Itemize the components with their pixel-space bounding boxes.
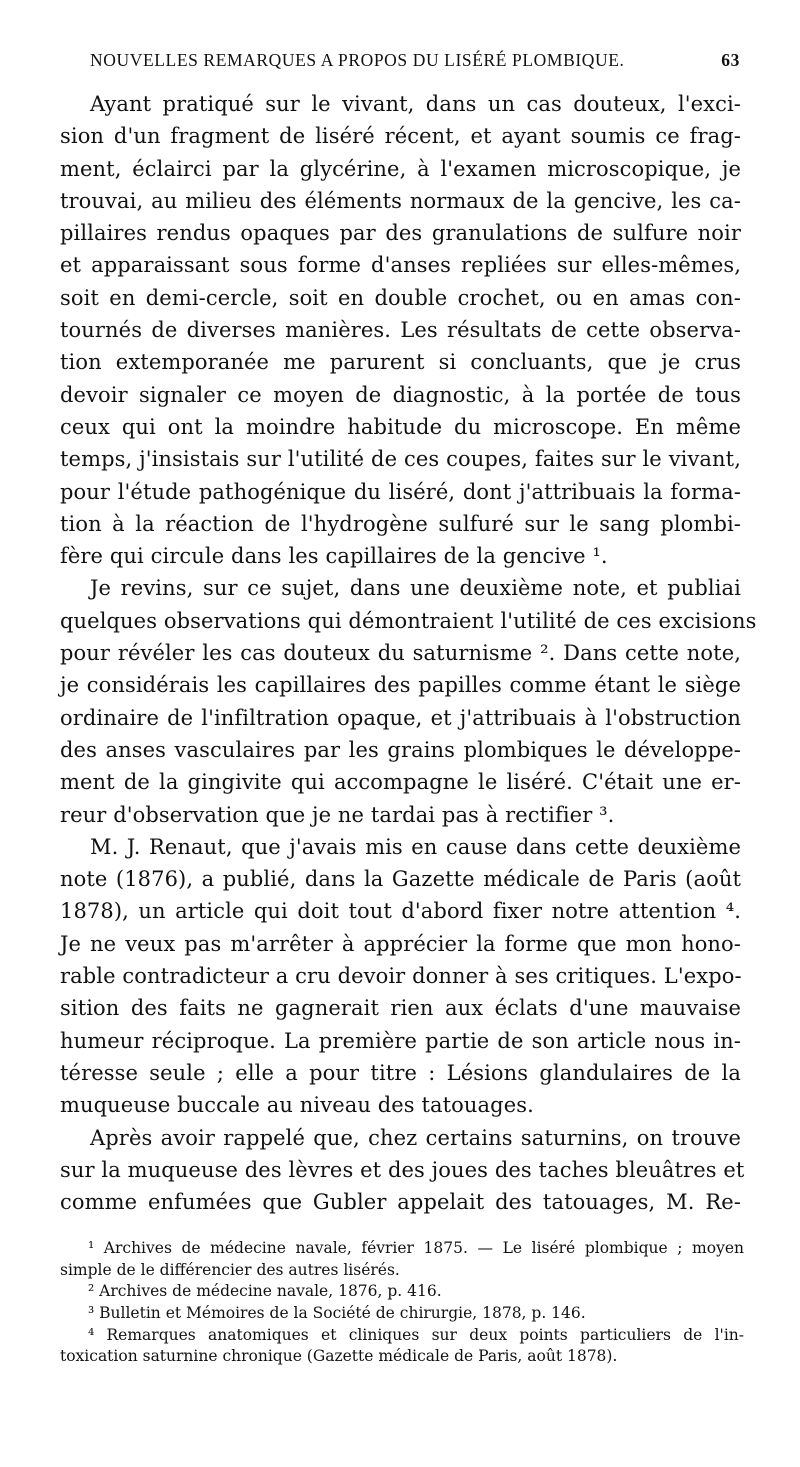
paragraph-line: et apparaissant sous forme d'anses repliées sur elles-mêmes, bbox=[60, 253, 741, 278]
paragraph-line: reur d'observation que je ne tardai pas à rectifier ³. bbox=[60, 802, 615, 827]
footnotes bbox=[60, 1238, 744, 1368]
paragraph-line: pillaires rendus opaques par des granulations de sulfure noir bbox=[60, 221, 741, 246]
paragraph-line: pour l'étude pathogénique du liséré, dont j'attribuais la forma- bbox=[60, 479, 741, 504]
paragraph-line: ceux qui ont la moindre habitude du microscope. En même bbox=[60, 414, 741, 439]
body-text bbox=[60, 88, 757, 1218]
paragraph-line: je considérais les capillaires des papilles comme étant le siège bbox=[60, 673, 741, 698]
paragraph-line: ment de la gingivite qui accompagne le liséré. C'était une er- bbox=[60, 770, 741, 795]
paragraph-line: rable contradicteur a cru devoir donner à ses critiques. L'expo- bbox=[60, 964, 742, 989]
paragraph-line: devoir signaler ce moyen de diagnostic, à la portée de tous bbox=[60, 382, 741, 407]
paragraph-line: temps, j'insistais sur l'utilité de ces coupes, faites sur le vivant, bbox=[60, 447, 741, 472]
paragraph-line: Je ne veux pas m'arrêter à apprécier la forme que mon hono- bbox=[60, 931, 741, 956]
paragraph-line: tournés de diverses manières. Les résultats de cette observa- bbox=[60, 318, 741, 343]
paragraph-line: comme enfumées que Gubler appelait des tatouages, M. Re- bbox=[60, 1190, 741, 1215]
paragraph-line: quelques observations qui démontraient l'utilité de ces excisions bbox=[60, 608, 757, 633]
paragraph-line: soit en demi-cercle, soit en double crochet, ou en amas con- bbox=[60, 285, 741, 310]
footnote-line: toxication saturnine chronique (Gazette médicale de Paris, août 1878). bbox=[60, 1347, 618, 1366]
footnote-line: simple de le différencier des autres lisérés. bbox=[60, 1260, 400, 1279]
paragraph-line: tion extemporanée me parurent si concluants, que je crus bbox=[60, 350, 741, 375]
paragraph-line: ment, éclairci par la glycérine, à l'examen microscopique, je bbox=[60, 156, 741, 181]
running-title: NOUVELLES REMARQUES A PROPOS DU LISÉRÉ PLOMBIQUE. bbox=[90, 50, 625, 70]
running-header bbox=[90, 50, 740, 76]
footnote-line: ² Archives de médecine navale, 1876, p. 416. bbox=[88, 1282, 442, 1301]
paragraph-line: fère qui circule dans les capillaires de la gencive ¹. bbox=[60, 544, 608, 569]
paragraph-line: Après avoir rappelé que, chez certains saturnins, on trouve bbox=[90, 1125, 741, 1150]
footnote-line: ⁴ Remarques anatomiques et cliniques sur deux points particuliers de l'in- bbox=[88, 1325, 744, 1344]
paragraph-line: pour révéler les cas douteux du saturnisme ². Dans cette note, bbox=[60, 641, 741, 666]
paragraph-line: Je revins, sur ce sujet, dans une deuxième note, et publiai bbox=[90, 576, 741, 601]
paragraph-line: Ayant pratiqué sur le vivant, dans un cas douteux, l'exci- bbox=[90, 92, 741, 116]
paragraph-line: 1878), un article qui doit tout d'abord fixer notre attention ⁴. bbox=[60, 899, 741, 924]
paragraph-line: muqueuse buccale au niveau des tatouages. bbox=[60, 1093, 534, 1118]
paragraph-line: des anses vasculaires par les grains plombiques le développe- bbox=[60, 737, 741, 762]
page-number: 63 bbox=[721, 50, 740, 70]
paragraph-line: sion d'un fragment de liséré récent, et ayant soumis ce frag- bbox=[60, 124, 741, 149]
paragraph-line: M. J. Renaut, que j'avais mis en cause dans cette deuxième bbox=[90, 834, 741, 859]
footnote-line: ³ Bulletin et Mémoires de la Société de chirurgie, 1878, p. 146. bbox=[88, 1304, 586, 1323]
paragraph-line: ordinaire de l'infiltration opaque, et j'attribuais à l'obstruction bbox=[60, 705, 741, 730]
paragraph-line: tion à la réaction de l'hydrogène sulfuré sur le sang plombi- bbox=[60, 511, 741, 536]
paragraph-line: humeur réciproque. La première partie de son article nous in- bbox=[60, 1028, 741, 1053]
paragraph-line: trouvai, au milieu des éléments normaux de la gencive, les ca- bbox=[60, 188, 741, 213]
paragraph-line: sur la muqueuse des lèvres et des joues des taches bleuâtres et bbox=[60, 1157, 745, 1182]
paragraph-line: note (1876), a publié, dans la Gazette médicale de Paris (août bbox=[60, 867, 741, 892]
footnote-line: ¹ Archives de médecine navale, février 1875. — Le liséré plombique ; moyen bbox=[88, 1239, 744, 1257]
paragraph-line: téresse seule ; elle a pour titre : Lésions glandulaires de la bbox=[60, 1060, 741, 1085]
paragraph-line: sition des faits ne gagnerait rien aux éclats d'une mauvaise bbox=[60, 996, 741, 1021]
